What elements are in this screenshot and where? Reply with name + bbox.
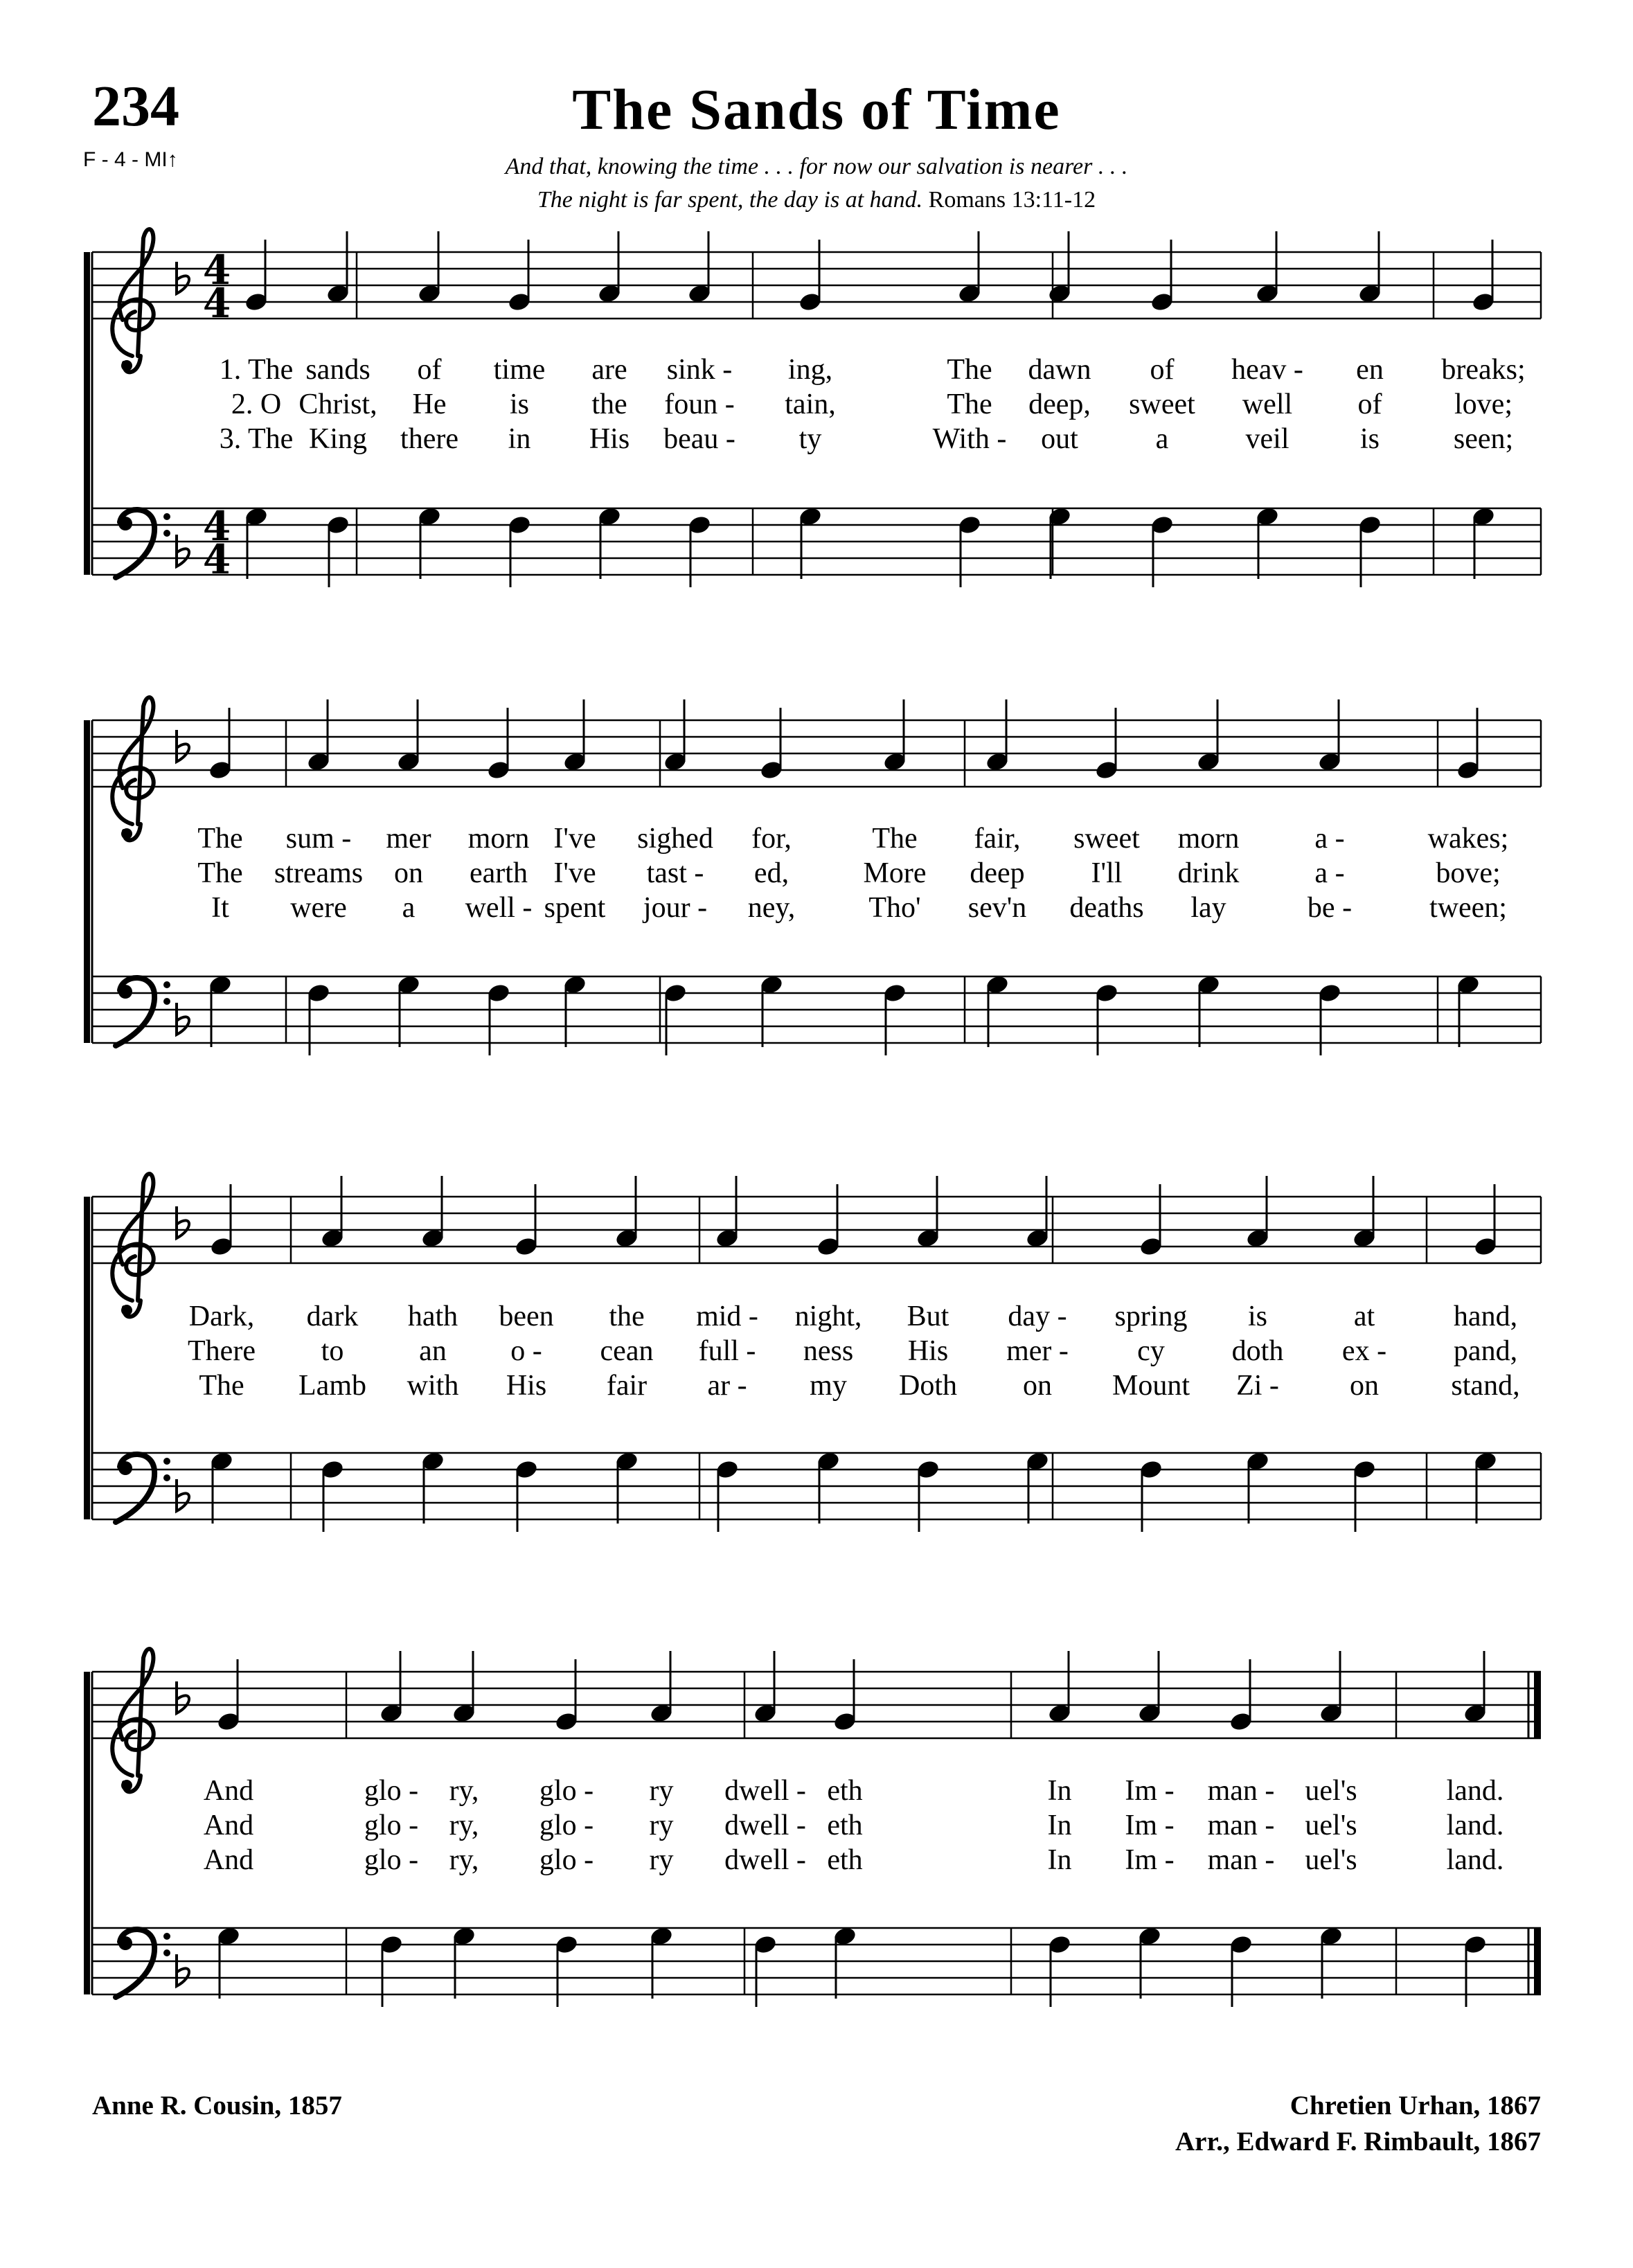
lyric-syllable: stand, [1451,1370,1520,1402]
epigraph-line-1: And that, knowing the time . . . for now our salvation is nearer . . . [505,154,1128,179]
lyric-syllable: ney, [747,892,796,924]
lyric-syllable: ry, [449,1810,479,1841]
lyric-syllable: ing, [787,354,833,386]
lyric-syllable: jour - [643,892,708,924]
lyric-syllable: ness [803,1335,854,1367]
lyric-syllable: a - [1314,823,1345,855]
lyric-syllable: sweet [1129,389,1195,420]
lyric-syllable: dwell - [724,1775,806,1807]
time-signature-digit: 4 [202,536,231,583]
lyric-syllable: night, [794,1301,862,1332]
lyric-syllable: 2. O [231,389,282,420]
lyric-syllable: well [1242,389,1293,420]
lyric-syllable: The [199,1370,244,1402]
lyric-syllable: I've [553,857,596,889]
lyric-syllable: were [290,892,347,924]
time-signature-digit: 4 [202,280,231,327]
lyric-syllable: on [1023,1370,1052,1402]
lyric-syllable: beau - [663,423,735,455]
lyric-syllable: His [907,1335,949,1367]
lyric-syllable: the [609,1301,645,1332]
lyric-syllable: In [1047,1810,1072,1841]
lyric-syllable: Dark, [188,1301,255,1332]
lyric-syllable: streams [274,857,364,889]
lyric-syllable: is [1247,1301,1268,1332]
lyric-syllable: land. [1446,1775,1504,1807]
lyric-syllable: Lamb [298,1370,366,1402]
flat-sign-icon [177,535,189,566]
lyric-syllable: fair, [974,823,1021,855]
lyric-line-verse-3 [0,1843,1633,1878]
lyric-syllable: glo - [539,1844,594,1876]
bass-clef-head [118,1461,132,1475]
lyric-syllable: dwell - [724,1810,806,1841]
lyric-syllable: earth [470,857,528,889]
lyric-syllable: on [394,857,423,889]
lyric-syllable: Doth [899,1370,957,1402]
bass-clef-dot [163,1458,170,1465]
bass-clef-dot [163,1474,170,1481]
final-barline-thick [1534,1672,1541,1738]
hymn-number: 234 [92,74,179,139]
lyric-syllable: The [197,823,243,855]
lyric-syllable: tast - [646,857,704,889]
lyric-syllable: for, [751,823,792,855]
lyric-syllable: Mount [1112,1370,1190,1402]
lyric-line-verse-2 [0,857,1633,891]
lyric-syllable: well - [465,892,533,924]
flat-sign-icon [177,1206,189,1238]
lyric-syllable: breaks; [1441,354,1526,386]
lyric-syllable: man - [1207,1775,1275,1807]
lyric-syllable: spring [1114,1301,1188,1332]
lyric-syllable: sev'n [967,892,1027,924]
lyric-syllable: my [810,1370,847,1402]
lyric-syllable: sink - [666,354,733,386]
lyric-syllable: ry [649,1775,674,1807]
lyric-syllable: an [419,1335,447,1367]
lyric-syllable: time [493,354,546,386]
lyric-syllable: I've [553,823,596,855]
lyric-syllable: glo - [364,1810,419,1841]
bass-clef-dot [163,998,170,1005]
flat-sign-icon [177,1681,189,1713]
lyric-syllable: morn [1177,823,1240,855]
lyric-syllable: glo - [539,1775,594,1807]
lyric-syllable: in [508,423,531,455]
treble-clef-icon [112,1649,153,1792]
lyric-syllable: Im - [1125,1775,1175,1807]
final-barline-thick [1534,1928,1541,1994]
lyric-syllable: is [509,389,530,420]
lyric-syllable: uel's [1305,1775,1357,1807]
lyric-syllable: He [412,389,447,420]
lyric-syllable: deaths [1069,892,1144,924]
lyric-syllable: heav - [1231,354,1303,386]
lyric-line-verse-2 [0,1334,1633,1369]
lyric-syllable: en [1356,354,1384,386]
lyric-line-verse-2 [0,1809,1633,1843]
lyric-syllable: spent [544,892,606,924]
lyric-syllable: Im - [1125,1844,1175,1876]
lyric-line-verse-1 [0,822,1633,857]
bass-clef-dot [163,530,170,537]
lyric-syllable: uel's [1305,1844,1357,1876]
lyric-syllable: lay [1190,892,1226,924]
lyric-syllable: day - [1008,1301,1067,1332]
time-signature-digit: 4 [202,247,231,294]
lyric-syllable: foun - [664,389,735,420]
lyric-line-verse-3 [0,1369,1633,1404]
lyric-syllable: eth [827,1810,863,1841]
lyric-syllable: mer - [1006,1335,1069,1367]
lyric-syllable: cy [1137,1335,1165,1367]
lyric-syllable: tain, [785,389,836,420]
scripture-reference: Romans 13:11-12 [928,187,1096,213]
lyric-syllable: Zi - [1236,1370,1279,1402]
flat-sign-icon [177,1003,189,1035]
lyric-syllable: land. [1446,1810,1504,1841]
lyric-syllable: doth [1231,1335,1284,1367]
lyric-syllable: Im - [1125,1810,1175,1841]
lyric-syllable: love; [1454,389,1512,420]
lyric-syllable: eth [827,1844,863,1876]
lyric-syllable: I'll [1091,857,1123,889]
lyric-syllable: sighed [637,823,713,855]
lyric-syllable: ry, [449,1844,479,1876]
lyric-syllable: there [400,423,458,455]
lyric-syllable: o - [510,1335,542,1367]
lyric-syllable: a [1155,423,1169,455]
lyric-syllable: 1. The [219,354,294,386]
lyric-line-verse-1 [0,353,1633,388]
lyric-syllable: cean [600,1335,654,1367]
lyric-syllable: Tho' [868,892,921,924]
lyric-syllable: In [1047,1775,1072,1807]
lyric-syllable: hath [407,1301,458,1332]
lyric-syllable: glo - [539,1810,594,1841]
lyric-syllable: ty [798,423,822,455]
hymn-title: The Sands of Time [572,78,1061,142]
lyric-syllable: sands [305,354,371,386]
lyric-line-verse-2 [0,388,1633,422]
key-info: F - 4 - MI↑ [83,148,178,171]
time-signature-digit: 4 [202,503,231,550]
flat-sign-icon [177,1479,189,1511]
lyric-syllable: dwell - [724,1844,806,1876]
lyric-syllable: ex - [1341,1335,1387,1367]
lyric-syllable: sweet [1073,823,1140,855]
lyric-syllable: mid - [696,1301,758,1332]
lyric-syllable: with [407,1370,459,1402]
bass-clef-dot [163,1933,170,1940]
treble-clef-icon [112,697,153,840]
bass-clef-dot [163,513,170,520]
lyric-syllable: ry [649,1844,674,1876]
lyric-syllable: of [1357,389,1382,420]
lyric-syllable: on [1350,1370,1379,1402]
lyric-line-verse-1 [0,1774,1633,1809]
treble-clef-icon [112,229,153,372]
lyric-syllable: is [1359,423,1380,455]
lyric-syllable: pand, [1453,1335,1518,1367]
bass-clef-head [118,985,132,999]
lyric-syllable: man - [1207,1844,1275,1876]
lyric-syllable: ed, [753,857,789,889]
lyric-syllable: The [947,354,992,386]
lyric-syllable: dawn [1028,354,1091,386]
lyric-syllable: man - [1207,1810,1275,1841]
lyric-syllable: glo - [364,1844,419,1876]
epigraph-text: The night is far spent, the day is at hand. [537,187,923,213]
lyric-syllable: seen; [1453,423,1514,455]
bass-clef-dot [163,981,170,988]
lyric-syllable: ar - [707,1370,747,1402]
arrangement-credit: Arr., Edward F. Rimbault, 1867 [1175,2127,1541,2157]
lyric-syllable: mer [386,823,431,855]
lyric-syllable: morn [467,823,530,855]
lyric-syllable: a [402,892,416,924]
lyric-syllable: eth [827,1775,863,1807]
lyric-syllable: It [211,892,229,924]
lyric-syllable: uel's [1305,1810,1357,1841]
lyric-syllable: But [907,1301,949,1332]
lyric-syllable: bove; [1436,857,1501,889]
music-credit: Chretien Urhan, 1867 [1290,2091,1541,2120]
lyric-syllable: In [1047,1844,1072,1876]
lyric-syllable: ry [649,1810,674,1841]
lyric-syllable: With - [932,423,1007,455]
flat-sign-icon [177,730,189,762]
lyric-syllable: been [499,1301,554,1332]
lyric-syllable: at [1353,1301,1375,1332]
lyric-syllable: of [417,354,442,386]
lyric-syllable: wakes; [1427,823,1509,855]
lyric-syllable: The [197,857,243,889]
lyric-syllable: dark [306,1301,359,1332]
lyric-syllable: of [1150,354,1175,386]
lyric-syllable: ry, [449,1775,479,1807]
lyric-syllable: And [203,1844,254,1876]
lyric-syllable: The [947,389,992,420]
lyric-syllable: More [863,857,927,889]
lyric-syllable: out [1041,423,1078,455]
bass-clef-head [118,517,132,530]
lyric-syllable: There [188,1335,256,1367]
lyric-syllable: Christ, [298,389,377,420]
lyric-syllable: deep [970,857,1025,889]
lyric-syllable: deep, [1028,389,1091,420]
lyric-syllable: tween; [1429,892,1507,924]
lyric-syllable: the [591,389,627,420]
lyric-syllable: be - [1307,892,1353,924]
lyric-syllable: King [309,423,367,455]
flat-sign-icon [177,1954,189,1986]
lyric-syllable: And [203,1810,254,1841]
lyric-syllable: 3. The [219,423,294,455]
lyric-syllable: full - [698,1335,756,1367]
lyric-syllable: veil [1245,423,1290,455]
lyric-syllable: His [506,1370,547,1402]
lyric-syllable: His [589,423,630,455]
lyric-syllable: sum - [285,823,352,855]
bass-clef-dot [163,1949,170,1956]
lyric-line-verse-3 [0,422,1633,457]
lyric-syllable: fair [606,1370,648,1402]
lyric-line-verse-1 [0,1300,1633,1334]
lyric-syllable: And [203,1775,254,1807]
lyric-line-verse-3 [0,891,1633,926]
lyric-syllable: are [591,354,627,386]
lyric-syllable: drink [1177,857,1240,889]
lyric-syllable: The [872,823,918,855]
lyric-syllable: to [321,1335,344,1367]
lyric-syllable: a - [1314,857,1345,889]
bass-clef-head [118,1936,132,1950]
lyric-syllable: glo - [364,1775,419,1807]
flat-sign-icon [177,262,189,294]
lyric-syllable: land. [1446,1844,1504,1876]
words-credit: Anne R. Cousin, 1857 [92,2091,342,2120]
treble-clef-icon [112,1174,153,1316]
lyric-syllable: hand, [1453,1301,1518,1332]
